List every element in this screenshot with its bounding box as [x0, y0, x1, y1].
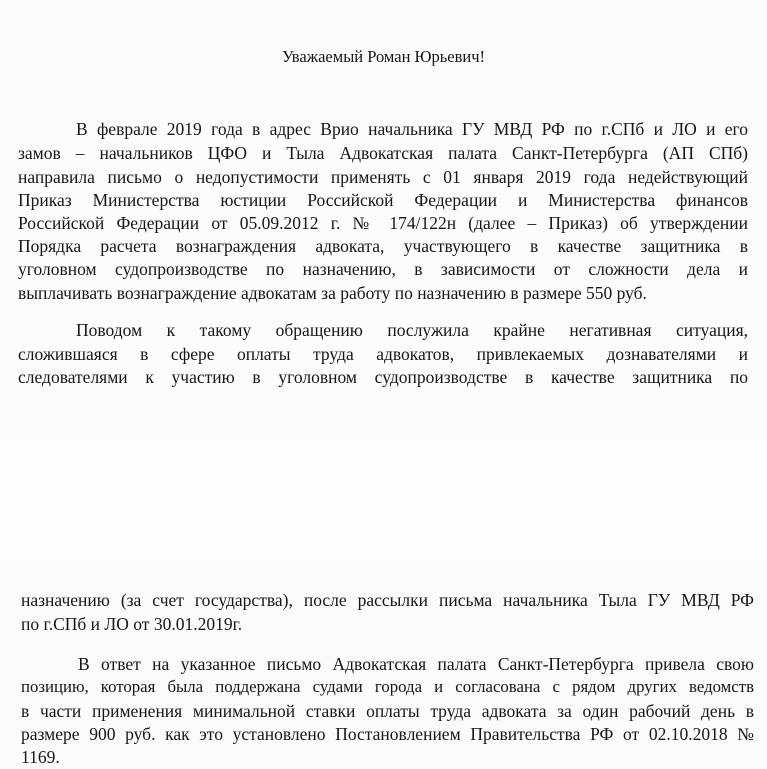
text-line: 1169. — [21, 747, 60, 767]
text-line: Российской Федерации от 05.09.2012 г. № 174/122н (далее – Приказ) об утверждении — [18, 213, 748, 233]
text-line: следователями к участию в уголовном судопроизводстве в качестве защитника по — [18, 367, 748, 387]
scan-fragment-lower — [0, 560, 767, 769]
text-line: Приказ Министерства юстиции Российской Федерации и Министерства финансов — [18, 190, 748, 210]
salutation: Уважаемый Роман Юрьевич! — [281, 47, 486, 66]
text-line: выплачивать вознаграждение адвокатам за работу по назначению в размере 550 руб. — [18, 283, 647, 303]
text-line: в части применения минимальной ставки оплаты труда адвоката за один рабочий день в — [21, 701, 754, 721]
text-line: назначению (за счет государства), после рассылки письма начальника Тыла ГУ МВД РФ — [21, 590, 754, 610]
text-line: направила письмо о недопустимости применять с 01 января 2019 года недействующий — [18, 167, 748, 187]
text-line: В ответ на указанное письмо Адвокатская палата Санкт-Петербурга привела свою — [78, 654, 754, 674]
text-line: размере 900 руб. как это установлено Постановлением Правительства РФ от 02.10.2018 № — [21, 724, 754, 744]
text-line: по г.СПб и ЛО от 30.01.2019г. — [21, 614, 243, 634]
text-line: Порядка расчета вознаграждения адвоката, участвующего в качестве защитника в — [18, 236, 748, 256]
text-line: позицию, которая была поддержана судами города и согласована с рядом других ведомств — [21, 677, 754, 696]
text-line: Поводом к такому обращению послужила крайне негативная ситуация, — [76, 320, 748, 340]
text-line: В феврале 2019 года в адрес Врио начальника ГУ МВД РФ по г.СПб и ЛО и его — [76, 119, 748, 139]
text-line: уголовном судопроизводстве по назначению, в зависимости от сложности дела и — [18, 259, 748, 279]
text-line: замов – начальников ЦФО и Тыла Адвокатская палата Санкт-Петербурга (АП СПб) — [18, 143, 748, 163]
text-line: сложившаяся в сфере оплаты труда адвокатов, привлекаемых дознавателями и — [18, 344, 748, 364]
